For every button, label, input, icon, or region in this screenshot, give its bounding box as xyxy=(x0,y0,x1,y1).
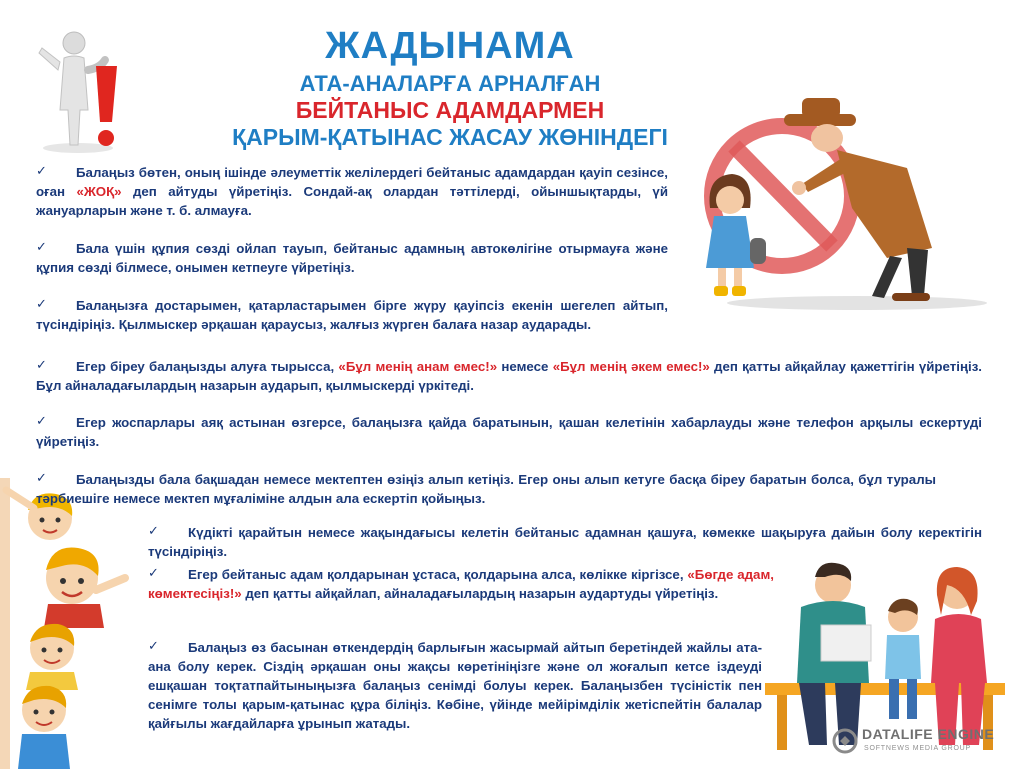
subtitle-communication: ҚАРЫМ-ҚАТЫНАС ЖАСАУ ЖӨНІНДЕГІ xyxy=(232,124,668,150)
header xyxy=(180,22,720,151)
tip-8 xyxy=(148,565,774,603)
check-icon: ✓ xyxy=(36,239,47,254)
watermark xyxy=(832,724,1012,764)
tip-4-text-e: деп қатты айқайлау қажеттігін үйретіңіз. Бұл айналадағылардың назарын аударып, қылмыскерді үркітеді. xyxy=(36,359,983,393)
tip-1-highlight: «ЖОҚ» xyxy=(76,184,122,199)
check-icon: ✓ xyxy=(36,413,47,428)
tip-4-highlight-father: «Бұл менің әкем емес!» xyxy=(552,359,710,374)
tip-4 xyxy=(36,357,982,395)
tip-1 xyxy=(36,163,668,220)
check-icon: ✓ xyxy=(148,638,159,653)
check-icon: ✓ xyxy=(36,163,47,178)
tip-8-highlight: «Бөгде адам, көмектесіңіз!» xyxy=(148,567,774,601)
subtitle-strangers: БЕЙТАНЫС АДАМДАРМЕН xyxy=(295,97,605,123)
tip-2: Бала үшін құпия сөзді ойлап тауып, бейтаныс адамның автокөлігіне отырмауға және құпия сөзді білмесе, онымен кетпеуге үйретіңіз. xyxy=(36,241,668,275)
warning-figure-icon xyxy=(30,30,125,155)
subtitle-parents: АТА-АНАЛАРҒА АРНАЛҒАН xyxy=(299,71,601,96)
tip-4-highlight-mother: «Бұл менің анам емес!» xyxy=(338,359,498,374)
tip-9: Балаңыз өз басынан өткендердің барлығын жасырмай айтып беретіндей жайлы ата-ана болу керек. Сіздің әрқашан оны жақсы көретініңізге және ол жоғалып кетсе іздеуді ешқашан тоқтатпайтыныңызға балаңыз сенімді болуы керек. Балаңызбен түсіністік пен сенімге толы қарым-қатынас құра біліңіз. Көбіне, үйінде мейірімділік жетіспейтін балалар қайғылы жағдайларға ұрынып жатады. xyxy=(148,640,762,731)
tip-7: Күдікті қарайтын немесе жақындағысы келетін бейтаныс адамнан қашуға, көмекке шақыруға дайын болу керектігін түсіндіріңіз. xyxy=(148,525,982,559)
watermark-logo-icon xyxy=(832,728,858,754)
tip-8-text-a: Егер бейтаныс адам қолдарынан ұстаса, қолдарына алса, көлікке кіргізсе, xyxy=(188,567,688,582)
check-icon: ✓ xyxy=(148,523,159,538)
check-icon: ✓ xyxy=(36,296,47,311)
tip-8-text-c: деп қатты айқайлап, айналадағылардың назарын аудартуды үйретіңіз. xyxy=(241,586,719,601)
tip-6: Балаңызды бала бақшадан немесе мектептен өзіңіз алып кетіңіз. Егер оны алып кетуге басқа біреу баратын болса, бұл туралы тәрбиешіге немесе мектеп мұғаліміне алдын ала ескертіп қойыңыз. xyxy=(36,472,936,506)
tip-1-text-a: Балаңыз бөтен, оның ішінде әлеуметтік желілердегі бейтаныс адамдардан қауіп сезінсе, оған xyxy=(36,165,668,199)
page-title: ЖАДЫНАМА xyxy=(325,25,575,67)
tip-4-text-c: немесе xyxy=(497,359,553,374)
check-icon: ✓ xyxy=(36,357,47,372)
check-icon: ✓ xyxy=(36,470,47,485)
tip-4-text-a: Егер біреу балаңызды алуға тырысса, xyxy=(76,359,339,374)
tip-3: Балаңызға достарымен, қатарластарымен бірге жүру қауіпсіз екенін шегелеп айтып, түсіндіріңіз. Қылмыскер әрқашан қараусыз, жалғыз жүрген балаға назар аударады. xyxy=(36,298,668,332)
children-illustration xyxy=(0,478,135,769)
tip-5: Егер жоспарлары аяқ астынан өзгерсе, балаңызға қайда баратынын, қашан келетінін хабарлауды және телефон арқылы ескертуді үйретіңіз. xyxy=(36,415,982,449)
watermark-title: DATALIFE ENGINE xyxy=(862,726,995,742)
stranger-danger-illustration xyxy=(692,98,992,313)
tip-1-text-c: деп айтуды үйретіңіз. Сондай-ақ олардан тәттілерді, ойыншықтарды, үй жануарларын және т. б. алмауға. xyxy=(36,184,668,218)
watermark-subtitle: SOFTNEWS MEDIA GROUP xyxy=(864,745,972,752)
check-icon: ✓ xyxy=(148,565,159,580)
